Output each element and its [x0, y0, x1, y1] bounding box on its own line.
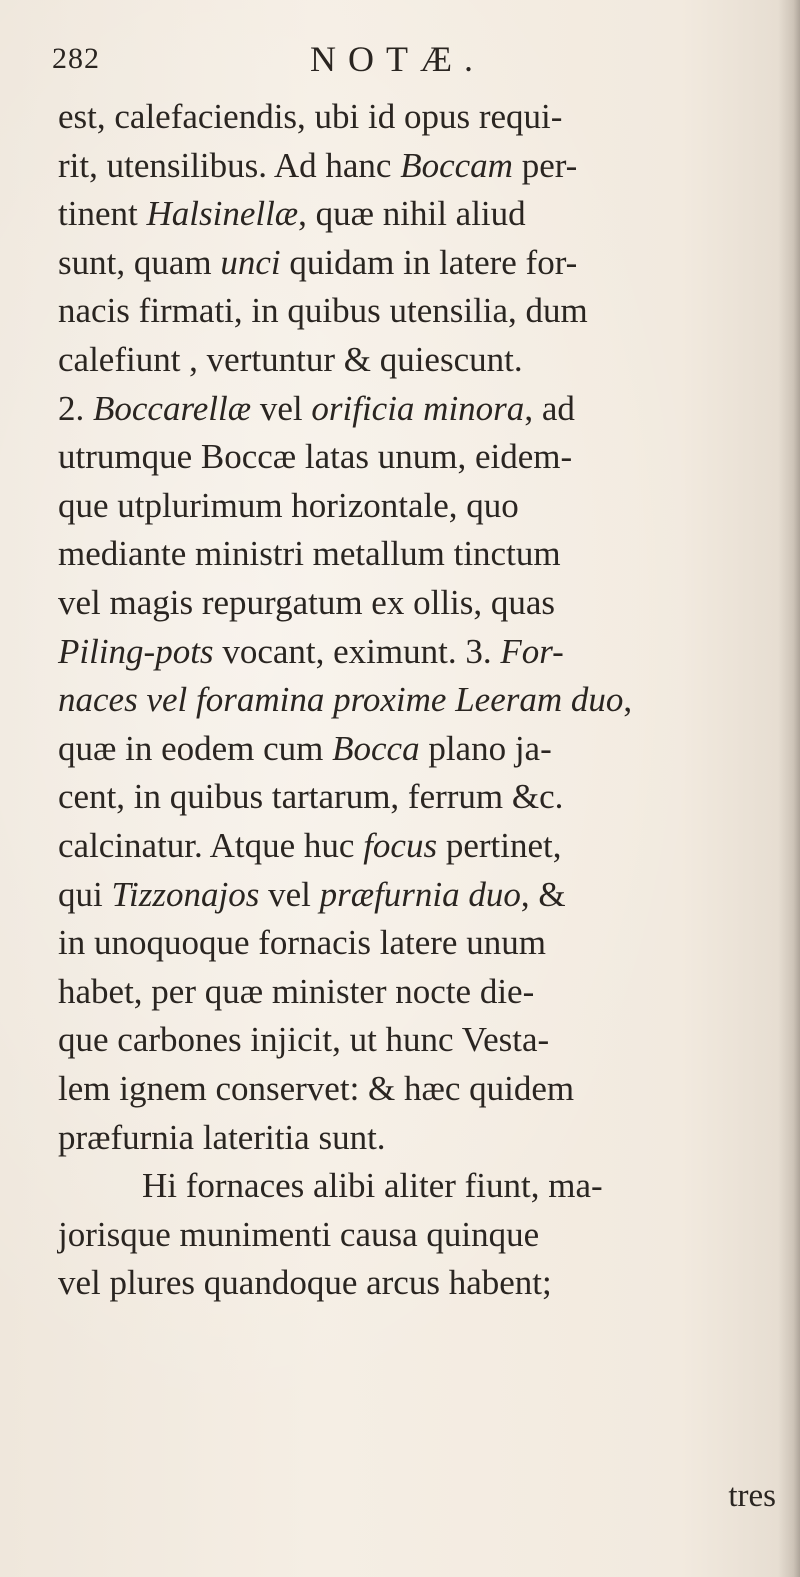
- text-run: quidam in latere for-: [280, 242, 578, 282]
- text-run: præfurnia lateritia sunt.: [58, 1117, 386, 1157]
- text-line: [58, 335, 788, 385]
- text-line: [58, 432, 788, 482]
- text-run: vel: [259, 874, 320, 914]
- italic-term: For-: [500, 631, 564, 671]
- text-line: [58, 529, 788, 579]
- italic-term: Bocca: [332, 728, 420, 768]
- text-run: , ad: [524, 388, 575, 428]
- text-run: Hi fornaces alibi aliter fiunt, ma-: [142, 1166, 603, 1206]
- text-line: [58, 238, 788, 288]
- text-run: tinent: [58, 194, 147, 234]
- text-line: [58, 821, 788, 871]
- text-run: rit, utensilibus. Ad hanc: [58, 145, 401, 185]
- text-run: qui: [58, 874, 112, 914]
- text-run: pertinet,: [437, 826, 562, 865]
- text-run: vocant, eximunt. 3.: [213, 631, 501, 671]
- text-run: vel magis repurgatum ex ollis, quas: [58, 583, 556, 622]
- text-run: calcinatur. Atque huc: [58, 826, 364, 865]
- text-run: nacis firmati, in quibus utensilia, dum: [58, 291, 588, 331]
- text-line: [142, 1161, 800, 1211]
- text-run: ,: [623, 680, 633, 720]
- text-run: sunt, quam: [58, 242, 221, 282]
- italic-term: naces vel foramina proxime Leeram duo: [58, 680, 624, 720]
- catchword: tres: [728, 1478, 776, 1514]
- text-run: est, calefaciendis, ubi id opus requi-: [58, 97, 563, 136]
- text-line: [58, 189, 788, 239]
- text-line: [58, 92, 788, 142]
- text-run: utrumque Boccæ latas unum, eidem-: [58, 437, 573, 477]
- text-run: jorisque munimenti causa quinque: [58, 1214, 540, 1254]
- text-line: [58, 286, 788, 336]
- text-run: habet, per quæ minister nocte die-: [58, 971, 535, 1011]
- italic-term: focus: [363, 826, 438, 865]
- text-line: [58, 1210, 788, 1260]
- text-line: [58, 724, 788, 774]
- text-run: , &: [520, 874, 566, 914]
- italic-term: Halsinellæ: [146, 194, 299, 234]
- text-run: quæ in eodem cum: [58, 728, 333, 768]
- text-line: [58, 1258, 788, 1308]
- text-run: mediante ministri metallum tinctum: [58, 534, 561, 574]
- italic-term: orificia minora: [311, 388, 525, 428]
- text-run: , quæ nihil aliud: [298, 194, 526, 234]
- text-line: [58, 1015, 788, 1065]
- text-line: [58, 1064, 788, 1114]
- italic-term: unci: [220, 242, 281, 282]
- text-line: [58, 1113, 788, 1163]
- text-run: cent, in quibus tartarum, ferrum &c.: [58, 777, 564, 817]
- italic-term: Boccam: [400, 145, 513, 185]
- text-run: lem ignem conservet: & hæc quidem: [58, 1069, 575, 1108]
- text-run: calefiunt , vertuntur & quiescunt.: [58, 340, 523, 379]
- text-run: per-: [512, 145, 578, 185]
- text-line: [58, 967, 788, 1017]
- text-run: que carbones injicit, ut hunc Vesta-: [58, 1020, 550, 1060]
- text-line: [58, 578, 788, 628]
- italic-term: Boccarellæ: [93, 388, 252, 428]
- text-run: plano ja-: [419, 728, 552, 768]
- page-number: 282: [52, 42, 100, 75]
- italic-term: Tizzonajos: [111, 874, 260, 914]
- text-line: [58, 141, 788, 191]
- text-line: [58, 772, 788, 822]
- running-head: NOTÆ.: [310, 39, 485, 79]
- text-run: vel: [251, 388, 312, 428]
- text-run: vel plures quandoque arcus habent;: [58, 1263, 552, 1303]
- text-line: [58, 384, 788, 434]
- page-header: [52, 38, 752, 88]
- italic-term: præfurnia duo: [319, 874, 521, 914]
- italic-term: Piling-pots: [58, 631, 214, 671]
- text-run: 2.: [58, 388, 93, 428]
- text-line: [58, 675, 788, 725]
- text-run: que utplurimum horizontale, quo: [58, 485, 519, 525]
- text-line: [58, 918, 788, 968]
- text-run: in unoquoque fornacis latere unum: [58, 923, 546, 963]
- text-line: [58, 870, 788, 920]
- text-line: [58, 627, 788, 677]
- text-line: [58, 481, 788, 531]
